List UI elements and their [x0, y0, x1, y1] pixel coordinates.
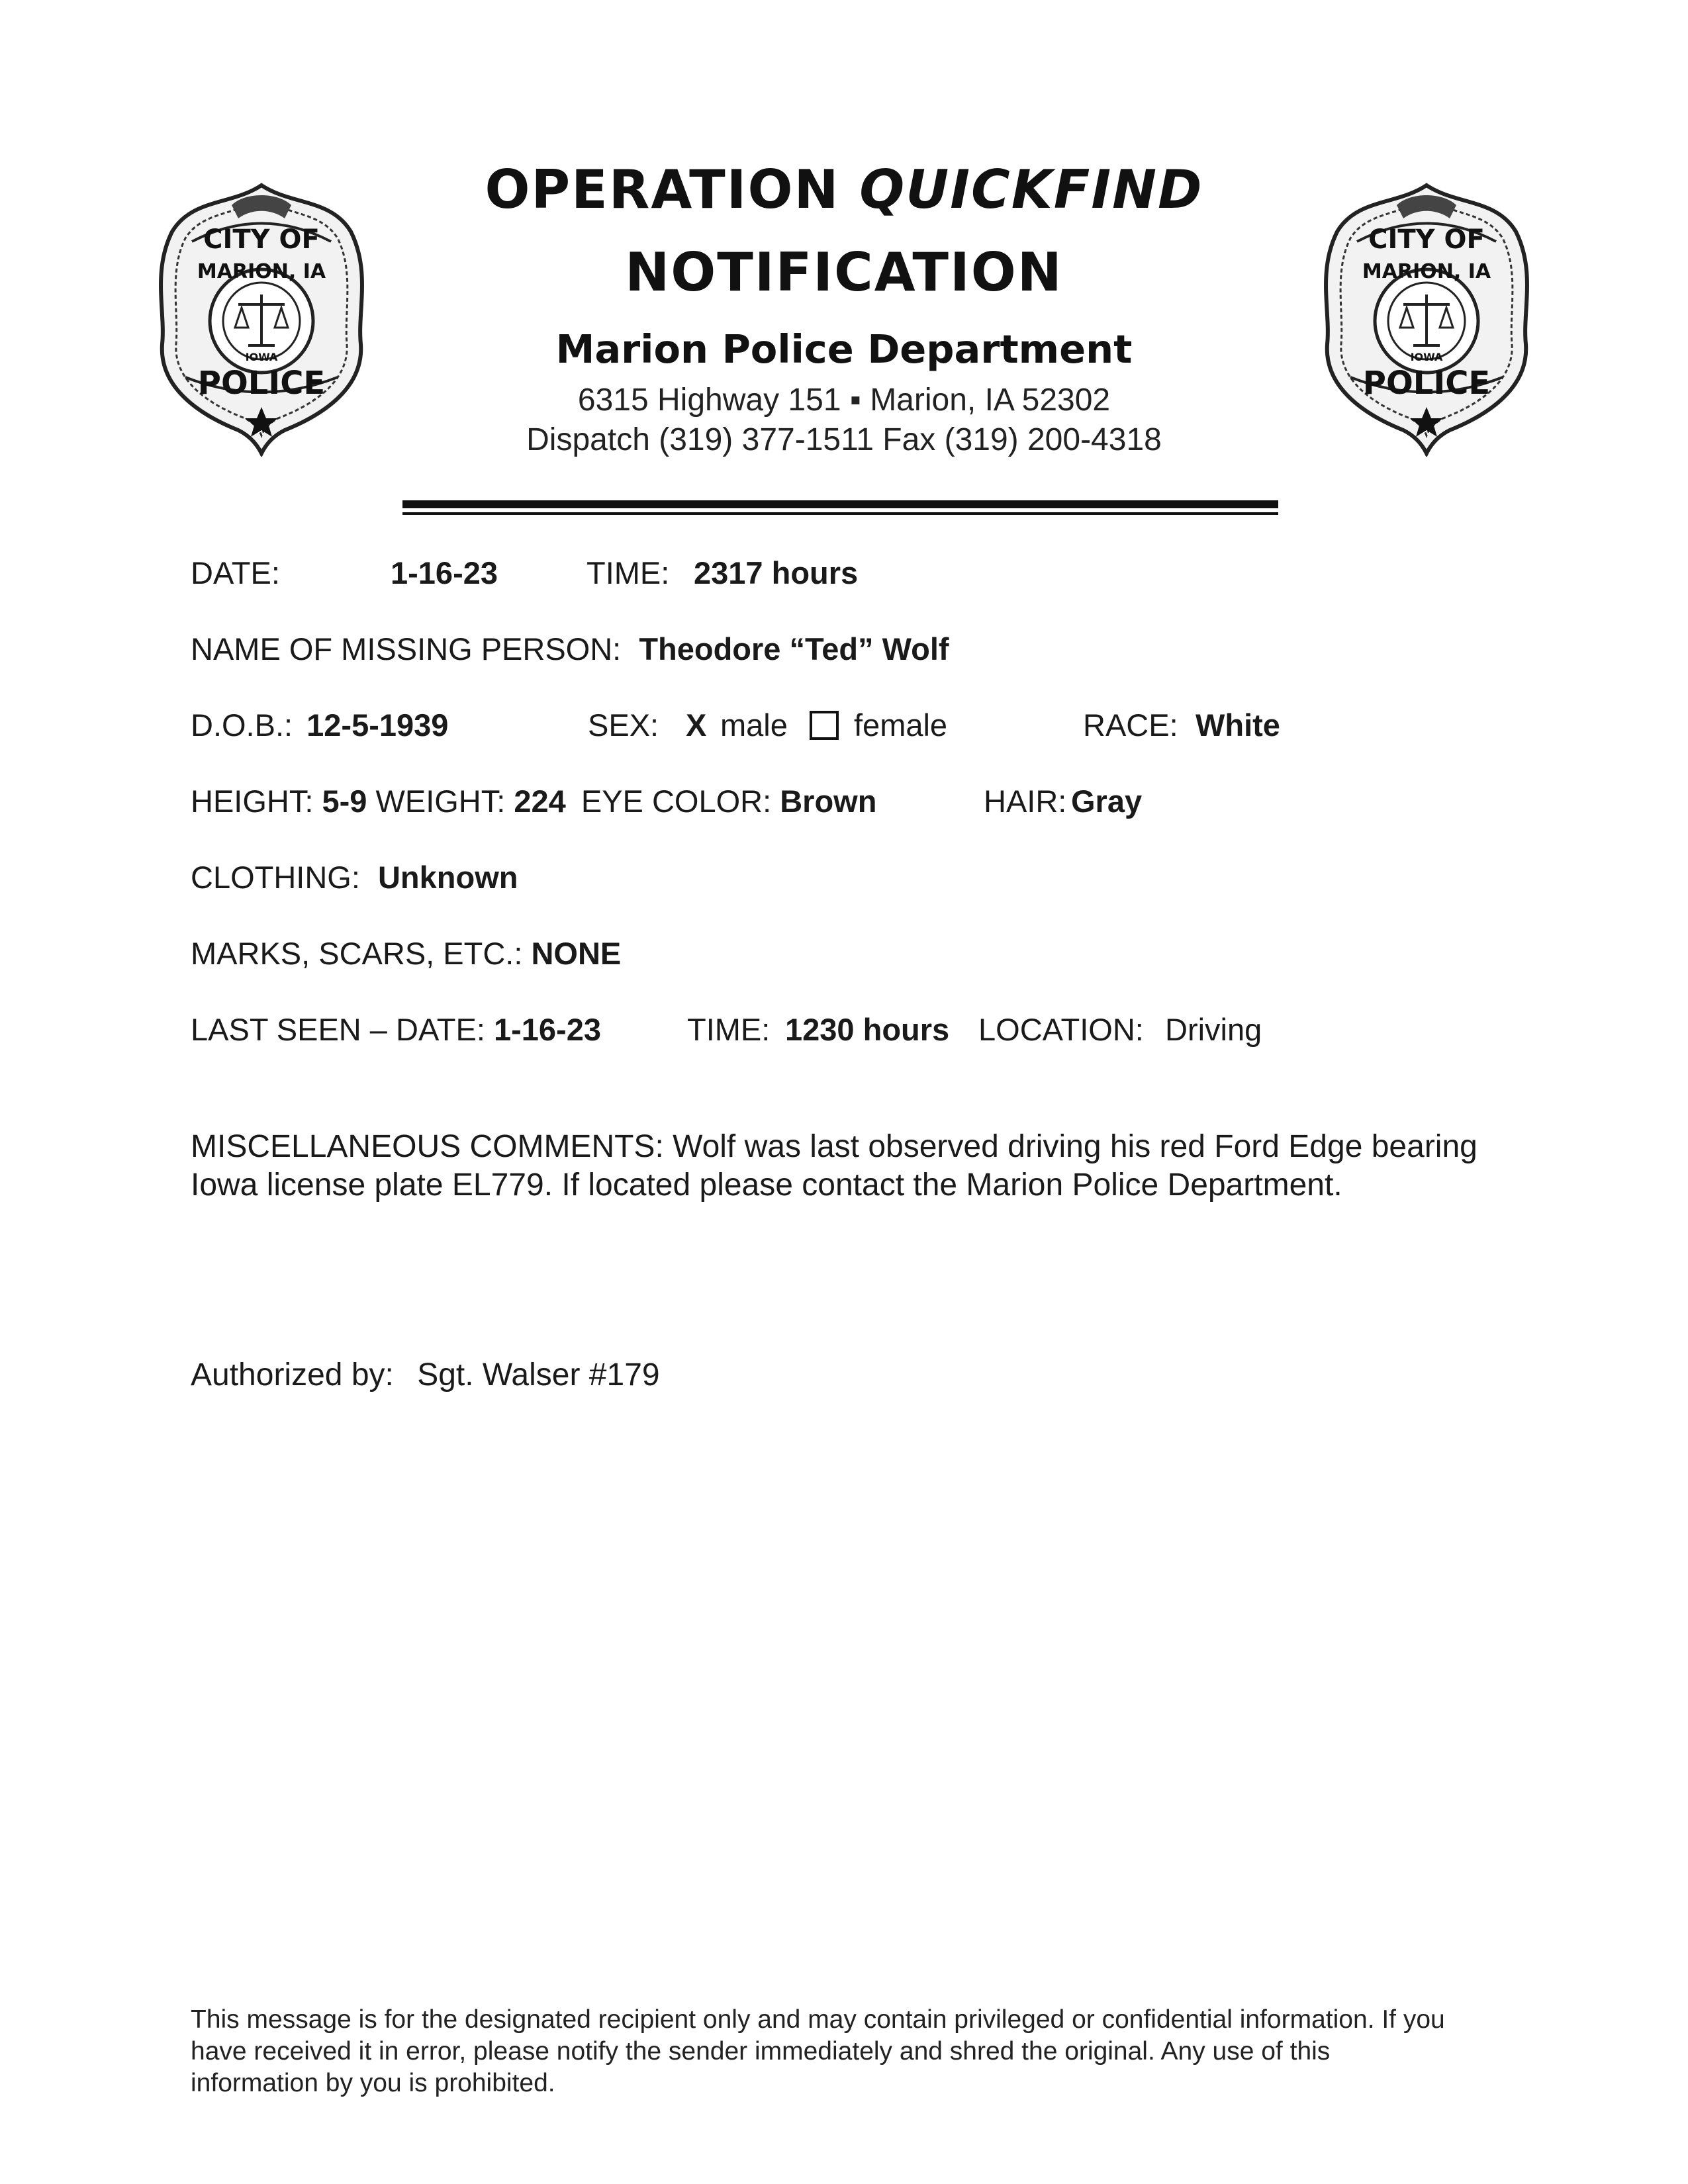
authorized-label: Authorized by:	[191, 1357, 394, 1392]
height-value: 5-9	[322, 784, 367, 819]
svg-text:MARION, IA: MARION, IA	[1362, 260, 1491, 283]
title-operation: OPERATION	[485, 159, 840, 220]
svg-text:POLICE: POLICE	[1362, 365, 1491, 402]
race-value: White	[1196, 707, 1280, 743]
svg-text:CITY OF: CITY OF	[203, 224, 320, 255]
dob-value: 12-5-1939	[306, 707, 449, 743]
comments-text: Wolf was last observed driving his red Ford Edge bearing Iowa license plate EL779. If located please contact the Marion Police Department.	[191, 1129, 1477, 1203]
sex-label: SEX:	[588, 707, 659, 743]
sex-female: female	[854, 707, 948, 743]
name-value: Theodore “Ted” Wolf	[639, 631, 949, 666]
last-seen-label: LAST SEEN – DATE:	[191, 1012, 485, 1047]
eye-label: EYE COLOR:	[581, 784, 772, 819]
svg-text:IOWA: IOWA	[1410, 351, 1443, 363]
weight-label: WEIGHT:	[375, 784, 506, 819]
department-name: Marion Police Department	[555, 326, 1133, 372]
document-title	[371, 159, 1317, 220]
authorized-value: Sgt. Walser #179	[417, 1357, 660, 1392]
eye-value: Brown	[780, 784, 877, 819]
title-quickfind: QUICKFIND	[859, 159, 1203, 220]
last-seen-time: 1230 hours	[785, 1012, 950, 1047]
name-label: NAME OF MISSING PERSON:	[191, 631, 622, 666]
marks-value: NONE	[531, 936, 622, 971]
row-clothing	[191, 859, 518, 895]
hair-value: Gray	[1071, 784, 1143, 819]
sex-male: male	[720, 707, 788, 743]
department-phone: Dispatch (319) 377-1511 Fax (319) 200-4318	[526, 422, 1162, 457]
department-address: 6315 Highway 151 ▪ Marion, IA 52302	[577, 383, 1111, 418]
row-dob-sex-race	[191, 707, 1280, 743]
authorized-by	[191, 1357, 660, 1393]
row-marks	[191, 935, 621, 972]
weight-value: 224	[514, 784, 566, 819]
race-label: RACE:	[1083, 707, 1178, 743]
time-label: TIME:	[586, 555, 670, 590]
last-seen-time-label: TIME:	[687, 1012, 771, 1047]
female-checkbox	[810, 711, 839, 740]
police-badge-left-icon	[152, 179, 371, 457]
date-value: 1-16-23	[391, 555, 498, 590]
clothing-label: CLOTHING:	[191, 860, 360, 895]
row-last-seen	[191, 1011, 1262, 1048]
header-divider-thin	[402, 512, 1278, 515]
last-seen-date: 1-16-23	[493, 1012, 601, 1047]
police-badge-right-icon	[1317, 179, 1536, 457]
misc-comments	[191, 1128, 1501, 1205]
location-value: Driving	[1165, 1012, 1262, 1047]
hair-label: HAIR:	[984, 784, 1067, 819]
marks-label: MARKS, SCARS, ETC.:	[191, 936, 523, 971]
time-value: 2317 hours	[694, 555, 859, 590]
svg-text:IOWA: IOWA	[245, 351, 278, 363]
svg-text:POLICE: POLICE	[197, 365, 326, 402]
svg-text:CITY OF: CITY OF	[1368, 224, 1485, 255]
location-label: LOCATION:	[978, 1012, 1144, 1047]
dob-label: D.O.B.:	[191, 707, 293, 743]
height-label: HEIGHT:	[191, 784, 314, 819]
svg-text:MARION, IA: MARION, IA	[197, 260, 326, 283]
confidentiality-notice: This message is for the designated recipient only and may contain privileged or confidential information. If you have received it in error, please notify the sender immediately and shred the original. Any use of this information by you is prohibited.	[191, 2005, 1445, 2097]
date-label: DATE:	[191, 555, 280, 590]
row-missing-person	[191, 631, 949, 667]
sex-male-mark: X	[686, 707, 707, 743]
document-subtitle: NOTIFICATION	[625, 242, 1063, 303]
row-date-time	[191, 555, 859, 591]
clothing-value: Unknown	[377, 860, 518, 895]
comments-label: MISCELLANEOUS COMMENTS:	[191, 1129, 664, 1164]
row-physical	[191, 783, 1143, 819]
header-divider	[402, 500, 1278, 508]
